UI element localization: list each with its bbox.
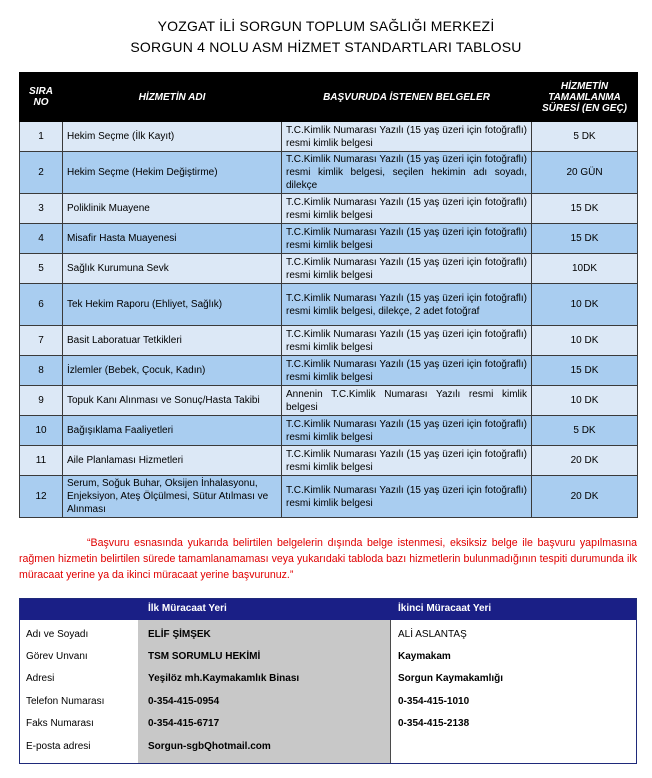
second-contact-value: 0-354-415-1010 (398, 696, 470, 707)
first-contact-value: 0-354-415-0954 (148, 696, 220, 707)
table-row (20, 254, 638, 284)
contact-field-label: Adresi (26, 673, 55, 684)
complaint-note-text: “Başvuru esnasında yukarıda belirtilen belgelerin dışında belge istenmesi, eksiksiz belge ile başvuru yapılmasına rağmen hizmetin belirtilen sürede tamamlanamaması veya yukarıdaki tabloda bazı hizmetlerin bulunmadığının tespiti durumunda ilk müracaat yerine ya da ikinci müracaat yerine başvurunuz.” (19, 537, 637, 581)
second-contact-value: Kaymakam (398, 651, 451, 662)
col-header-no-line2: NO (33, 97, 49, 108)
required-documents: T.C.Kimlik Numarası Yazılı (15 yaş üzeri için fotoğraflı) resmi kimlik belgesi (282, 446, 532, 476)
row-number: 5 (20, 254, 63, 284)
service-name: Misafir Hasta Muayenesi (63, 224, 282, 254)
completion-time: 10 DK (532, 284, 638, 326)
contact-header-bar (20, 599, 636, 620)
row-number: 11 (20, 446, 63, 476)
table-row (20, 386, 638, 416)
row-number: 3 (20, 194, 63, 224)
service-name: İzlemler (Bebek, Çocuk, Kadın) (63, 356, 282, 386)
row-number: 8 (20, 356, 63, 386)
service-name: Topuk Kanı Alınması ve Sonuç/Hasta Takibi (63, 386, 282, 416)
required-documents: T.C.Kimlik Numarası Yazılı (15 yaş üzeri için fotoğraflı) resmi kimlik belgesi (282, 224, 532, 254)
contact-field-label: Adı ve Soyadı (26, 629, 89, 640)
required-documents: T.C.Kimlik Numarası Yazılı (15 yaş üzeri için fotoğraflı) resmi kimlik belgesi (282, 254, 532, 284)
table-row (20, 224, 638, 254)
required-documents: T.C.Kimlik Numarası Yazılı (15 yaş üzeri için fotoğraflı) resmi kimlik belgesi (282, 416, 532, 446)
completion-time: 15 DK (532, 224, 638, 254)
table-row (20, 356, 638, 386)
completion-time: 15 DK (532, 356, 638, 386)
table-row (20, 194, 638, 224)
col-header-time-line2: TAMAMLANMA (548, 91, 621, 103)
first-contact-value: 0-354-415-6717 (148, 718, 220, 729)
page-title-line1: YOZGAT İLİ SORGUN TOPLUM SAĞLIĞI MERKEZİ (157, 18, 495, 34)
table-row (20, 476, 638, 518)
completion-time: 10 DK (532, 326, 638, 356)
second-contact-value: 0-354-415-2138 (398, 718, 470, 729)
table-row (20, 122, 638, 152)
second-contact-header: İkinci Müracaat Yeri (398, 603, 492, 614)
row-number: 9 (20, 386, 63, 416)
required-documents: T.C.Kimlik Numarası Yazılı (15 yaş üzeri için fotoğraflı) resmi kimlik belgesi, dilekçe, 2 adet fotoğraf (282, 284, 532, 326)
complaint-note (19, 535, 637, 583)
column-divider (390, 620, 391, 763)
service-name: Aile Planlaması Hizmetleri (63, 446, 282, 476)
required-documents: T.C.Kimlik Numarası Yazılı (15 yaş üzeri için fotoğraflı) resmi kimlik belgesi (282, 356, 532, 386)
row-number: 10 (20, 416, 63, 446)
completion-time: 10DK (532, 254, 638, 284)
required-documents: T.C.Kimlik Numarası Yazılı (15 yaş üzeri için fotoğraflı) resmi kimlik belgesi, seçilen hekimin adı soyadı, dilekçe (282, 152, 532, 194)
row-number: 6 (20, 284, 63, 326)
second-contact-value: ALİ ASLANTAŞ (398, 629, 467, 640)
row-number: 2 (20, 152, 63, 194)
col-header-time (532, 73, 638, 122)
service-name: Sağlık Kurumuna Sevk (63, 254, 282, 284)
table-row (20, 284, 638, 326)
service-name: Basit Laboratuar Tetkikleri (63, 326, 282, 356)
service-name: Hekim Seçme (İlk Kayıt) (63, 122, 282, 152)
completion-time: 5 DK (532, 122, 638, 152)
row-number: 4 (20, 224, 63, 254)
row-number: 7 (20, 326, 63, 356)
service-name: Bağışıklama Faaliyetleri (63, 416, 282, 446)
table-row (20, 326, 638, 356)
table-row (20, 446, 638, 476)
first-contact-header: İlk Müracaat Yeri (148, 603, 227, 614)
first-contact-value: ELİF ŞİMŞEK (148, 629, 211, 640)
col-header-no (20, 73, 63, 122)
second-contact-value: Sorgun Kaymakamlığı (398, 673, 504, 684)
contact-table (19, 598, 637, 764)
required-documents: T.C.Kimlik Numarası Yazılı (15 yaş üzeri için fotoğraflı) resmi kimlik belgesi (282, 476, 532, 518)
table-header-row (20, 73, 638, 122)
page-title-line2: SORGUN 4 NOLU ASM HİZMET STANDARTLARI TABLOSU (130, 39, 522, 55)
first-contact-value: Yeşilöz mh.Kaymakamlık Binası (148, 673, 300, 684)
service-name: Hekim Seçme (Hekim Değiştirme) (63, 152, 282, 194)
completion-time: 20 GÜN (532, 152, 638, 194)
service-name: Serum, Soğuk Buhar, Oksijen İnhalasyonu, Enjeksiyon, Ateş Ölçülmesi, Sütur Atılması ve Alınması (63, 476, 282, 518)
col-header-time-line3: SÜRESİ (EN GEÇ) (541, 102, 627, 114)
required-documents: T.C.Kimlik Numarası Yazılı (15 yaş üzeri için fotoğraflı) resmi kimlik belgesi (282, 194, 532, 224)
contact-field-label: E-posta adresi (26, 741, 91, 752)
service-name: Poliklinik Muayene (63, 194, 282, 224)
required-documents: Annenin T.C.Kimlik Numarası Yazılı resmi kimlik belgesi (282, 386, 532, 416)
contact-field-label: Faks Numarası (26, 718, 94, 729)
service-name: Tek Hekim Raporu (Ehliyet, Sağlık) (63, 284, 282, 326)
required-documents: T.C.Kimlik Numarası Yazılı (15 yaş üzeri için fotoğraflı) resmi kimlik belgesi (282, 326, 532, 356)
col-header-service: HİZMETİN ADI (63, 73, 282, 122)
row-number: 12 (20, 476, 63, 518)
completion-time: 15 DK (532, 194, 638, 224)
completion-time: 20 DK (532, 476, 638, 518)
col-header-no-line1: SIRA (29, 86, 53, 97)
first-contact-value: Sorgun-sgbQhotmail.com (148, 741, 271, 752)
first-contact-value: TSM SORUMLU HEKİMİ (148, 651, 261, 662)
row-number: 1 (20, 122, 63, 152)
required-documents: T.C.Kimlik Numarası Yazılı (15 yaş üzeri için fotoğraflı) resmi kimlik belgesi (282, 122, 532, 152)
col-header-time-line1: HİZMETİN (560, 80, 609, 92)
completion-time: 20 DK (532, 446, 638, 476)
service-standards-table (19, 72, 638, 518)
completion-time: 5 DK (532, 416, 638, 446)
table-row (20, 152, 638, 194)
col-header-docs: BAŞVURUDA İSTENEN BELGELER (282, 73, 532, 122)
contact-field-label: Görev Unvanı (26, 651, 88, 662)
contact-field-label: Telefon Numarası (26, 696, 105, 707)
completion-time: 10 DK (532, 386, 638, 416)
table-row (20, 416, 638, 446)
